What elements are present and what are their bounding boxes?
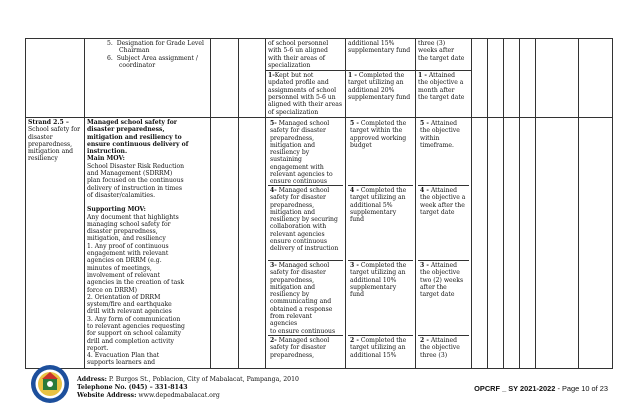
text-line: 2 - Completed the (350, 336, 407, 344)
score-cell (536, 39, 579, 118)
text-line: 2- Managed school (270, 336, 330, 344)
text-line: target utilizing an (350, 344, 406, 352)
text-line: 3. Any form of communication (87, 315, 181, 323)
table-row (26, 117, 613, 368)
text-line: supports learners and (87, 359, 156, 367)
text-line: three (3) (420, 351, 448, 359)
text-line: the target date (418, 54, 465, 62)
text-line: preparedness, (270, 134, 315, 142)
text-line: three (3) (418, 40, 446, 47)
page-footer (0, 360, 638, 417)
text-line: 5 - Completed the (350, 119, 407, 127)
text-line: of disaster/calamities. (87, 191, 156, 199)
rating-level-5 (348, 119, 413, 185)
text-line: with their areas of (268, 54, 326, 62)
table-row (26, 39, 613, 71)
text-line: 3 - Attained (420, 261, 458, 269)
text-line: the objective a (420, 194, 466, 202)
text-line: Strand 2.5 – (28, 118, 69, 126)
quality-cell (266, 39, 346, 71)
text-line: of specialization (268, 108, 319, 116)
text-line: 2 - Attained (420, 336, 458, 344)
text-line: drill with relevant agencies (87, 308, 172, 316)
efficiency-cell (346, 39, 416, 71)
text-line: safety for disaster (270, 127, 326, 135)
text-line: safety for disaster (270, 194, 326, 202)
text-line: 5 - Attained (420, 119, 458, 127)
list-item: 5. Designation for Grade Level Chairman (107, 40, 204, 55)
text-line: Managed school safety for (87, 118, 177, 126)
text-line: 3 - Completed the (350, 261, 407, 269)
text-line: report. (87, 344, 109, 352)
text-line: 4- Managed school (270, 186, 330, 194)
text-line: plan focused on the continuous (87, 177, 184, 185)
text-line: 1 - Attained (418, 72, 456, 80)
text-line: mitigation, and resiliency (87, 235, 166, 243)
text-line: 4. Evacuation Plan that (87, 352, 160, 360)
text-line: collaboration with (270, 223, 327, 231)
timeliness-cell (416, 39, 472, 71)
text-line: from relevant agencies (270, 313, 313, 328)
text-line: safety for disaster (270, 344, 326, 352)
rating-e-cell (488, 39, 504, 118)
text-line: preparedness, (270, 201, 315, 209)
rating-t-cell (504, 39, 520, 118)
timeliness-cell (416, 71, 472, 118)
text-line: Any document that highlights (87, 213, 179, 221)
website-label: Website Address: (77, 392, 137, 399)
text-line: ensure continuous (270, 238, 328, 246)
text-line: 2. Orientation of DRRM (87, 293, 161, 301)
text-line: 1. Any proof of continuous (87, 242, 169, 250)
text-line: delivery of instruction (270, 245, 339, 253)
text-line: the target date (418, 94, 465, 102)
rating-q-cell (472, 39, 488, 118)
text-line: assignments of school (268, 86, 337, 94)
text-line: 3- Managed school (270, 261, 330, 269)
text-line: School Disaster Risk Reduction (87, 162, 185, 170)
text-line: mitigation and (270, 141, 316, 149)
text-line: delivery of instruction in times (87, 184, 182, 192)
text-line: mitigation and (270, 208, 316, 216)
text-line: ensure continuous delivery of (87, 140, 189, 148)
website-text: www.depedmabalacat.org (138, 392, 220, 399)
text-line: month after (418, 86, 455, 94)
text-line: 1-Kept but not (268, 72, 314, 80)
text-line: agencies on DRRM (e.g. (87, 257, 162, 265)
text-line: 4 - Attained (420, 186, 458, 194)
text-line: managing school safety for (87, 220, 171, 228)
text-line: aligned with their areas (268, 101, 342, 109)
rating-level-4 (418, 185, 469, 260)
text-line: force on DRRM) (87, 286, 138, 294)
text-line: drill and completion activity (87, 337, 174, 345)
rating-level-3 (418, 260, 469, 335)
text-line: supplementary fund (348, 47, 411, 55)
telephone-text: Telephone No. (045) – 331-8143 (77, 384, 188, 391)
text-line: mitigation and (270, 283, 316, 291)
page-count: - Page 10 of 23 (557, 384, 608, 393)
text-line: to relevant agencies requesting (87, 322, 185, 330)
text-line: to ensure continuous (270, 327, 336, 335)
text-line: week after the (420, 201, 465, 209)
rating-level-4 (348, 185, 413, 260)
score-cell (536, 117, 579, 368)
timeliness-levels (416, 117, 472, 368)
text-line: two (2) weeks (420, 276, 464, 284)
text-line: additional 20% (348, 86, 395, 94)
strand-cell-empty (26, 39, 85, 118)
text-line: safety for disaster (270, 269, 326, 277)
deped-seal-icon (30, 364, 70, 404)
text-line: minutes of meetings, (87, 264, 152, 272)
text-line: system/fire and earthquake (87, 301, 172, 309)
text-line: target utilizing an (350, 194, 406, 202)
text-line: the objective (420, 127, 460, 135)
remarks-cell (579, 39, 613, 118)
address-block (77, 376, 299, 400)
opcrf-table (25, 38, 613, 369)
text-line: target date (420, 291, 455, 299)
text-line: obtained a response (270, 305, 333, 313)
text-line: additional 15% (348, 40, 395, 47)
text-line: of school personnel (268, 40, 329, 47)
text-line: with 5-6 un aligned (268, 47, 328, 55)
text-line: School safety for (28, 126, 81, 134)
text-line: relevant agencies (270, 230, 325, 238)
quality-cell (266, 71, 346, 118)
supporting-mov-label: Supporting MOV: (87, 206, 146, 214)
text-line: instruction. (87, 148, 128, 156)
strand-cell (26, 117, 85, 368)
objective-cell (85, 39, 211, 118)
weight-cell (211, 39, 239, 118)
address-text: P. Burgos St., Poblacion, City of Mabalacat, Pampanga, 2010 (108, 376, 299, 383)
rating-a-cell (520, 39, 536, 118)
document-code: OPCRF _ SY 2021-2022 (474, 384, 556, 393)
text-line: the objective (420, 344, 460, 352)
main-mov-label: Main MOV: (87, 155, 125, 163)
text-line: within (420, 134, 440, 142)
text-line: 5- Managed school (270, 119, 330, 127)
remarks-cell (579, 117, 613, 368)
text-line: preparedness, (270, 276, 315, 284)
rating-a-cell (520, 117, 536, 368)
text-line: the objective (420, 269, 460, 277)
rating-level-3 (348, 260, 413, 335)
text-line: resiliency by sustaining (270, 149, 310, 164)
text-line: engagement with relevant (87, 250, 169, 258)
rating-level-3 (268, 260, 343, 335)
text-line: additional 10% (350, 276, 397, 284)
text-line: target utilizing an (348, 79, 404, 87)
text-line: the objective a (418, 79, 464, 87)
objective-cell (85, 117, 211, 368)
text-line: supplementary fund (350, 283, 397, 299)
rating-level-2 (348, 335, 413, 359)
text-line: budget (350, 141, 372, 149)
text-line: ensure continuous (270, 178, 328, 185)
text-line: communicating and (270, 298, 332, 306)
rating-q-cell (472, 117, 488, 368)
text-line: after the (420, 283, 447, 291)
rating-level-5 (268, 119, 343, 185)
text-line: additional 5% (350, 201, 393, 209)
text-line: 4 - Completed the (350, 186, 407, 194)
text-line: weeks after (418, 47, 455, 55)
target-cell (239, 39, 266, 118)
rating-e-cell (488, 117, 504, 368)
rating-level-2 (418, 335, 469, 359)
text-line: approved working (350, 134, 407, 142)
rating-level-4 (268, 185, 343, 260)
page-number (474, 384, 608, 393)
target-cell (239, 117, 266, 368)
text-line: involvement of relevant (87, 271, 161, 279)
text-line: resiliency by (270, 291, 310, 299)
rating-level-5 (418, 119, 469, 185)
text-line: supplementary fund (348, 94, 411, 102)
text-line: disaster (28, 133, 53, 141)
text-line: target date (420, 208, 455, 216)
text-line: additional 15% (350, 351, 397, 359)
text-line: target within the (350, 127, 403, 135)
text-line: mitigation and (28, 148, 74, 156)
efficiency-cell (346, 71, 416, 118)
text-line: specialization (268, 61, 311, 69)
text-line: and Management (SDRRM) (87, 170, 173, 178)
text-line: resiliency by securing (270, 216, 338, 224)
text-line: 1 - Completed the (348, 72, 405, 80)
weight-cell (211, 117, 239, 368)
text-line: updated profile and (268, 79, 329, 87)
efficiency-levels (346, 117, 416, 368)
quality-levels (266, 117, 346, 368)
text-line: timeframe. (420, 141, 454, 149)
rating-t-cell (504, 117, 520, 368)
text-line: preparedness, (270, 351, 315, 359)
text-line: personnel with 5-6 un (268, 94, 336, 102)
list-item: 6. Subject Area assignment / coordinator (107, 54, 198, 69)
text-line: supplementary fund (350, 208, 397, 224)
text-line: relevant agencies to (270, 171, 333, 179)
text-line: mitigation and resiliency to (87, 133, 182, 141)
address-label: Address: (77, 376, 107, 383)
text-line: resiliency (28, 155, 58, 163)
text-line: preparedness, (28, 140, 73, 148)
text-line: target utilizing an (350, 269, 406, 277)
text-line: engagement with (270, 163, 324, 171)
text-line: for support on school calamity (87, 330, 182, 338)
text-line: agencies in the creation of task (87, 279, 185, 287)
text-line: disaster preparedness, (87, 228, 158, 236)
rating-level-2 (268, 335, 343, 359)
text-line: disaster preparedness, (87, 126, 165, 134)
